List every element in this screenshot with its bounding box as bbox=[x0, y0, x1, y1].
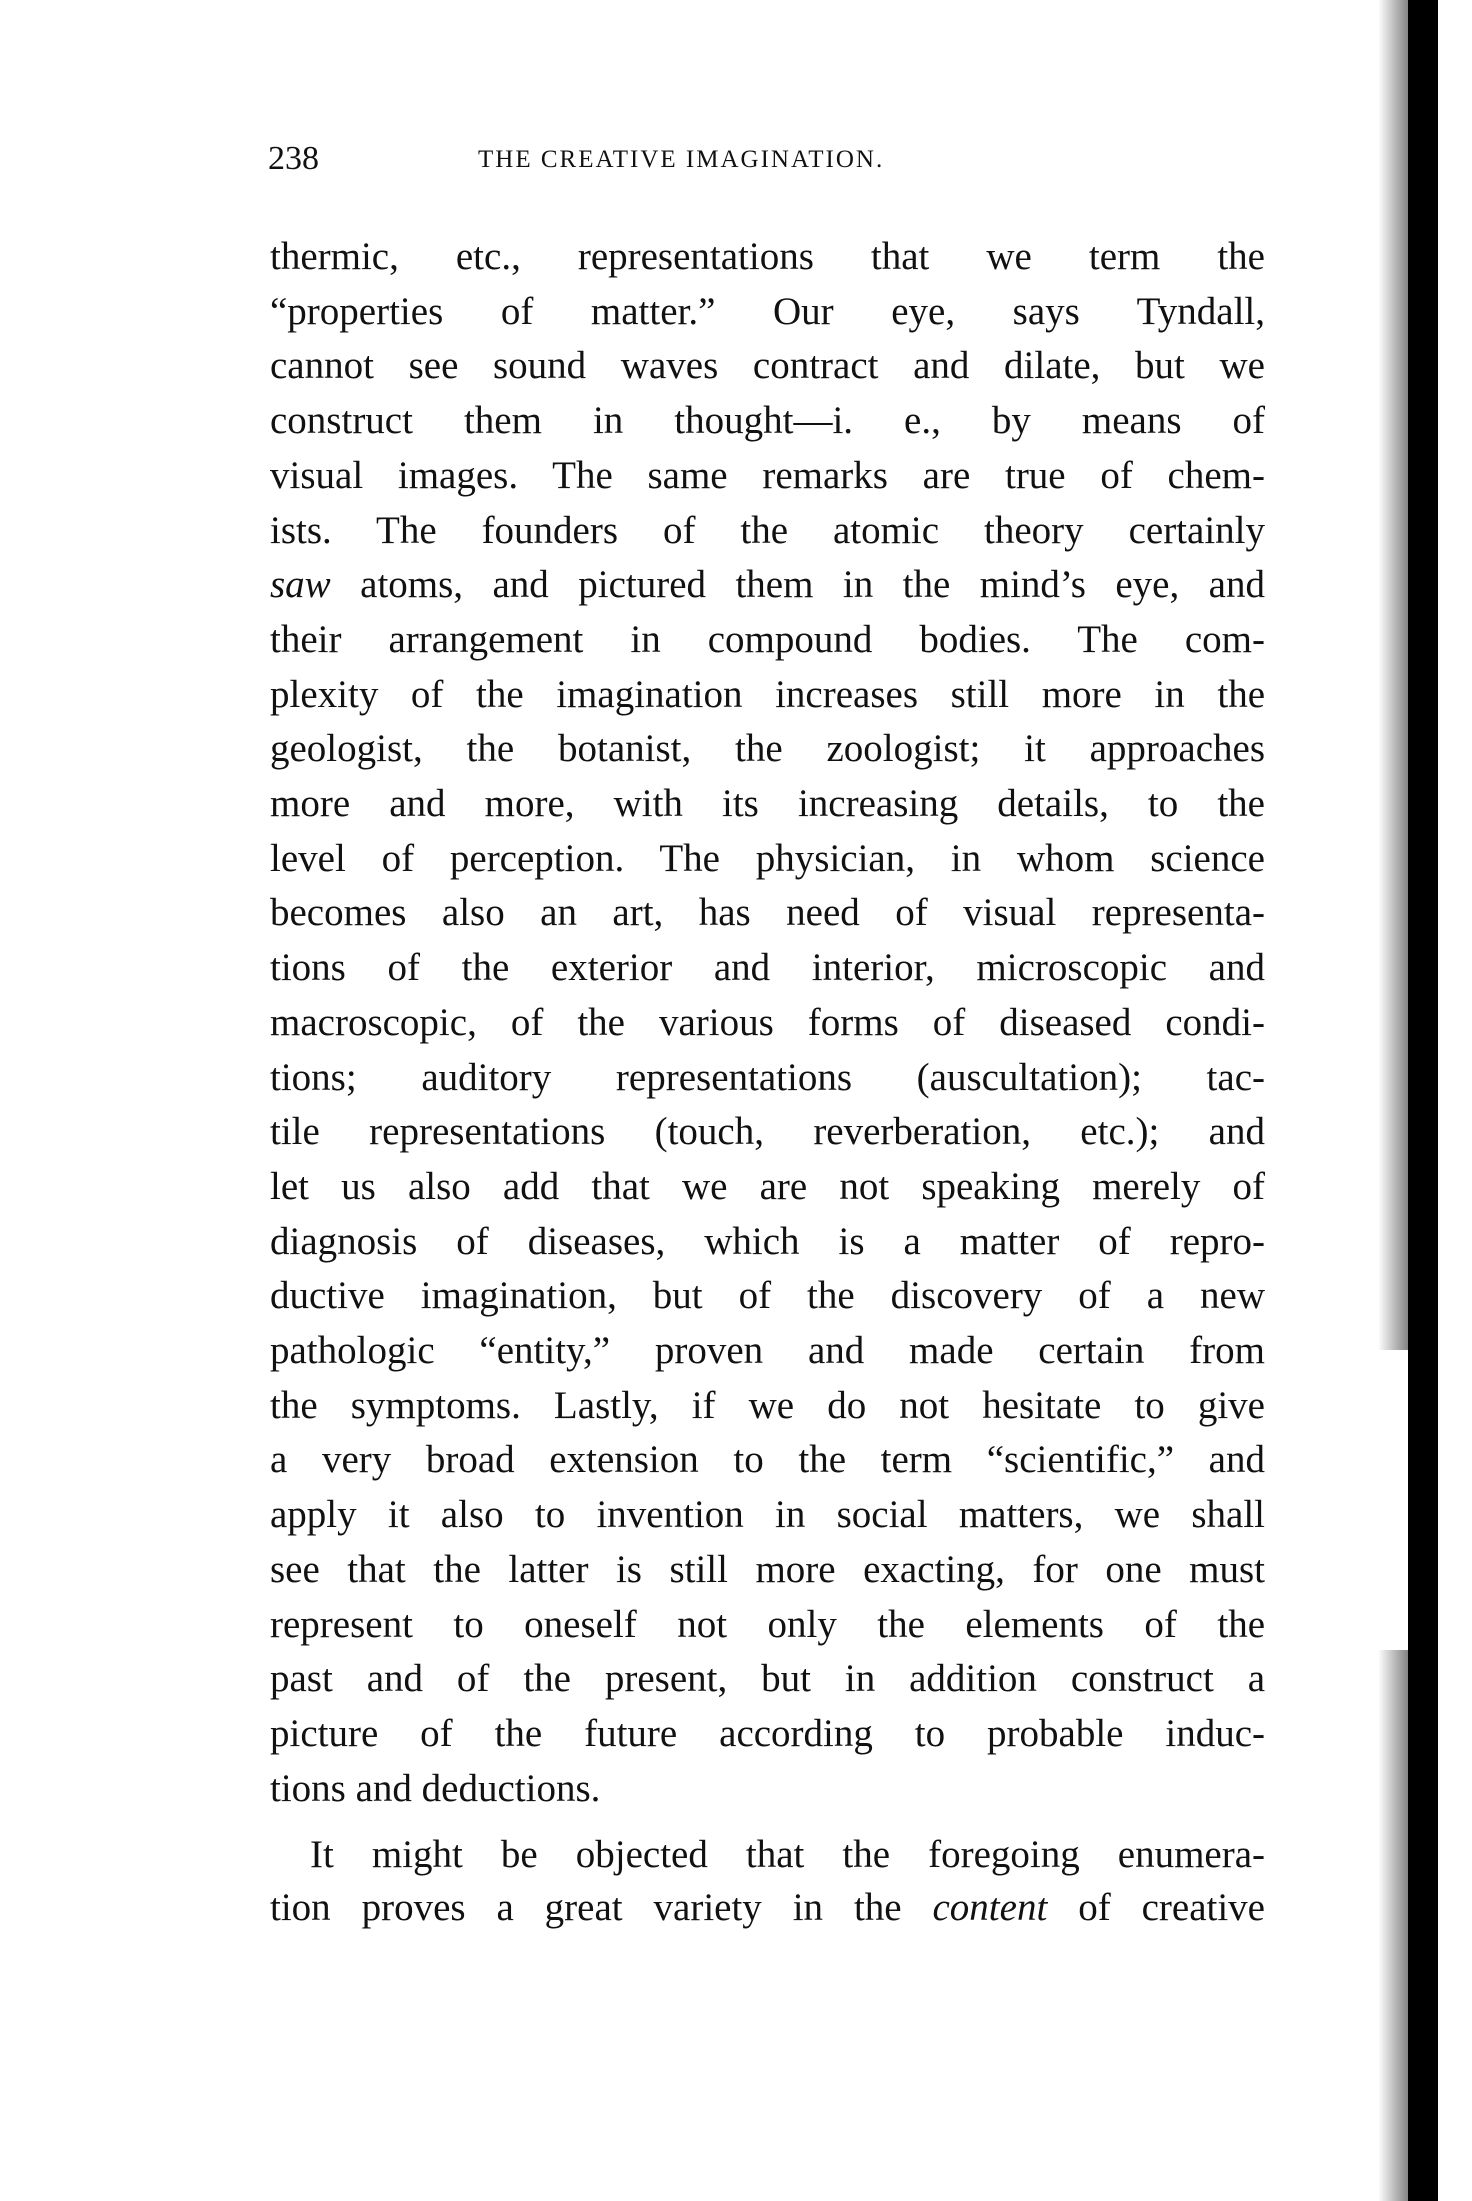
text-line bbox=[270, 998, 1265, 1048]
page-number: 238 bbox=[268, 140, 319, 177]
text-line bbox=[270, 1271, 1265, 1321]
text-line bbox=[270, 943, 1265, 993]
line-text: represent to oneself not only the elements of the bbox=[270, 1602, 1265, 1646]
line-text: pathologic “entity,” proven and made certain from bbox=[270, 1329, 1265, 1372]
text-line bbox=[270, 615, 1265, 665]
line-text: ductive imagination, but of the discovery of a new bbox=[270, 1274, 1265, 1318]
text-line bbox=[270, 1545, 1265, 1595]
text-line bbox=[270, 287, 1265, 337]
line-text: of creative bbox=[1047, 1886, 1265, 1929]
line-text: tion proves a great variety in the bbox=[270, 1886, 933, 1929]
line-text: tions and deductions. bbox=[270, 1766, 601, 1810]
text-line bbox=[270, 396, 1265, 446]
text-line bbox=[270, 1326, 1265, 1376]
text-line bbox=[270, 1162, 1265, 1212]
line-text: a very broad extension to the term “scientific,” and bbox=[270, 1438, 1265, 1482]
running-head: THE CREATIVE IMAGINATION. bbox=[478, 146, 885, 173]
text-line bbox=[270, 1764, 1265, 1814]
line-text: tions; auditory representations (auscultation); tac- bbox=[270, 1055, 1265, 1099]
text-line bbox=[270, 1600, 1265, 1650]
italic-word: saw bbox=[270, 563, 331, 607]
line-text: tile representations (touch, reverberation, etc.); and bbox=[270, 1110, 1265, 1154]
line-text: tions of the exterior and interior, microscopic and bbox=[270, 946, 1265, 990]
text-line bbox=[270, 1107, 1265, 1157]
line-text: level of perception. The physician, in whom science bbox=[270, 836, 1265, 880]
text-line bbox=[270, 724, 1265, 774]
line-text: diagnosis of diseases, which is a matter of repro- bbox=[270, 1219, 1265, 1263]
line-text: becomes also an art, has need of visual representa- bbox=[270, 891, 1265, 935]
text-line bbox=[270, 1435, 1265, 1485]
text-line bbox=[270, 1654, 1265, 1704]
line-text: let us also add that we are not speaking merely of bbox=[270, 1164, 1265, 1208]
line-text: picture of the future according to probable induc- bbox=[270, 1711, 1265, 1755]
line-text: ists. The founders of the atomic theory certainly bbox=[270, 508, 1265, 552]
text-line bbox=[270, 232, 1265, 282]
line-text: the symptoms. Lastly, if we do not hesitate to give bbox=[270, 1383, 1265, 1427]
binding-edge-stripe bbox=[1408, 0, 1438, 2201]
line-text: past and of the present, but in addition construct a bbox=[270, 1657, 1265, 1701]
text-line bbox=[270, 1883, 1265, 1933]
text-line bbox=[270, 1490, 1265, 1540]
line-text: apply it also to invention in social matters, we shall bbox=[270, 1493, 1265, 1537]
text-line bbox=[270, 451, 1265, 501]
page-edge-shadow bbox=[1378, 0, 1412, 2201]
text-line bbox=[270, 1830, 1265, 1880]
line-text: plexity of the imagination increases still more in the bbox=[270, 672, 1265, 716]
line-text: atoms, and pictured them in the mind’s eye, and bbox=[330, 563, 1265, 607]
text-line bbox=[270, 1381, 1265, 1431]
line-text: geologist, the botanist, the zoologist; it approaches bbox=[270, 727, 1265, 771]
line-text: It might be objected that the foregoing enumera- bbox=[310, 1833, 1265, 1876]
line-text: construct them in thought—i. e., by means of bbox=[270, 399, 1265, 443]
text-line bbox=[270, 1709, 1265, 1759]
line-text: “properties of matter.” Our eye, says Tyndall, bbox=[270, 289, 1265, 333]
text-line bbox=[270, 506, 1265, 556]
text-line bbox=[270, 834, 1265, 884]
page-edge-gap bbox=[1378, 1350, 1412, 1650]
line-text: visual images. The same remarks are true of chem- bbox=[270, 453, 1265, 497]
line-text: their arrangement in compound bodies. The com- bbox=[270, 617, 1265, 661]
text-line bbox=[270, 560, 1265, 610]
line-text: cannot see sound waves contract and dilate, but we bbox=[270, 344, 1265, 388]
text-line bbox=[270, 779, 1265, 829]
text-line bbox=[270, 1217, 1265, 1267]
line-text: macroscopic, of the various forms of diseased condi- bbox=[270, 1000, 1265, 1044]
line-text: more and more, with its increasing details, to the bbox=[270, 782, 1265, 825]
italic-word: content bbox=[932, 1886, 1048, 1929]
text-line bbox=[270, 341, 1265, 391]
line-text: thermic, etc., representations that we term the bbox=[270, 235, 1265, 278]
text-line bbox=[270, 670, 1265, 720]
line-text: see that the latter is still more exacting, for one must bbox=[270, 1547, 1265, 1591]
text-line bbox=[270, 1053, 1265, 1103]
text-line bbox=[270, 888, 1265, 938]
